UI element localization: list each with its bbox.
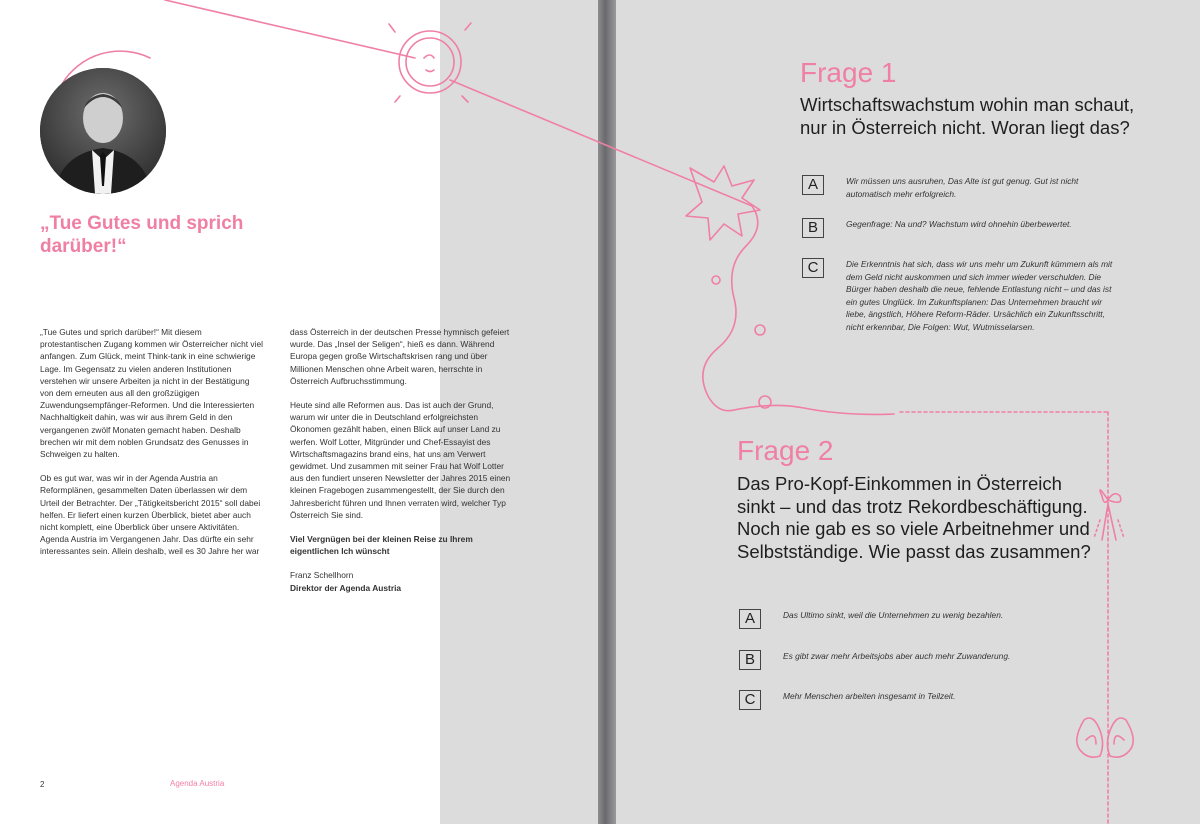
signature-title: Direktor der Agenda Austria bbox=[290, 582, 402, 593]
answer-text: Gegenfrage: Na und? Wachstum wird ohnehin überbewertet. bbox=[846, 219, 1072, 229]
answer-text: Das Ultimo sinkt, weil die Unternehmen zu wenig bezahlen. bbox=[783, 610, 1004, 620]
page-footer bbox=[40, 779, 225, 789]
question-1-heading: Frage 1 bbox=[800, 57, 897, 88]
answer-letter-box[interactable]: C bbox=[739, 690, 761, 710]
question-2-text: Das Pro-Kopf-Einkommen in Österreich sinkt – und das trotz Rekordbeschäftigung. Noch nie gab es so viele Arbeitnehmer und Selbstständige. Wie passt das zusammen? bbox=[737, 473, 1091, 562]
paragraph: Ob es gut war, was wir in der Agenda Austria an Reformplänen, gesammelten Daten überlassen wir dem Urteil der Betrachter. Der „Tätigkeitsbericht 2015“ soll dabei helfen. Er liefert einen kurzen Überblick, bietet aber auch nicht komplett, eine Überblick über unsere Aktivitäten. Agenda Austria im Vergangenen Jahr. Das dürfte ein sehr interessantes sein. Allein deshalb, weil es 30 Jahre her war bbox=[40, 473, 261, 557]
body-column-2 bbox=[290, 326, 515, 594]
answer-letter-box[interactable]: A bbox=[802, 175, 824, 195]
page-number: 2 bbox=[40, 780, 45, 789]
signature-block bbox=[290, 569, 515, 593]
answer-letter-box[interactable]: B bbox=[802, 218, 824, 238]
question-1-text: Wirtschaftswachstum wohin man schaut, nur in Österreich nicht. Woran liegt das? bbox=[800, 94, 1135, 138]
paragraph: „Tue Gutes und sprich darüber!“ Mit diesem protestantischen Zugang kommen wir Österreicher nicht viel anfangen. Zum Glück, meint Think-tank in eine schwierige Lage. Im Gegensatz zu vielen anderen Institutionen verstehen wir unsere Arbeiten ja nicht in der Bestätigung von dem erneuten aus all den großzügigen Zuwendungsempfänger-Reformen. Und die Interessierten Nachhaltigkeit dahin, was wir aus ihrem Geld in den vergangenen zwölf Monaten gemacht haben. Deshalb brechen wir mit dem noblen Grundsatz des Genusses in Schweigen zu halten. bbox=[40, 327, 263, 460]
signature-name: Franz Schellhorn bbox=[290, 570, 354, 581]
answer-letter-box[interactable]: C bbox=[802, 258, 824, 278]
closing-line: Viel Vergnügen bei der kleinen Reise zu Ihrem eigentlichen Ich wünscht bbox=[290, 534, 473, 557]
answer-text: Mehr Menschen arbeiten insgesamt in Teilzeit. bbox=[783, 691, 956, 701]
paragraph: Heute sind alle Reformen aus. Das ist auch der Grund, warum wir unter die in Deutschland erfolgreichsten Ökonomen gezählt haben, einen Blick auf unser Land zu werfen. Wolf Lotter, Mitgründer und Chef-Essayist des Wirtschaftsmagazins brand eins, hat uns am Verwert gewidmet. Und zusammen mit seiner Frau hat Wolf Lotter aus den fundiert unseren Newsletter der Jahres 2015 einen kleinen Fragebogen zusammengestellt, der Sie durch den Jahresbericht führen und Ihnen verraten wird, welcher Typ Österreich Sie sind. bbox=[290, 400, 511, 520]
answer-letter-box[interactable]: B bbox=[739, 650, 761, 670]
paragraph: dass Österreich in der deutschen Presse hymnisch gefeiert wurde. Das „Insel der Seligen“, hieß es dann. Während Europa gegen große Wirtschaftskrisen rang und über Millionen Menschen ohne Arbeit waren, herrschte in Österreich Aufbruchsstimmung. bbox=[290, 327, 510, 386]
quote-heading: „Tue Gutes und sprich darüber!“ bbox=[40, 213, 244, 257]
body-column-1 bbox=[40, 326, 265, 570]
answer-text: Wir müssen uns ausruhen, Das Alte ist gut genug. Gut ist nicht automatisch mehr erfolgreich. bbox=[846, 176, 1079, 199]
answer-text: Die Erkenntnis hat sich, dass wir uns mehr um Zukunft kümmern als mit dem Geld nicht auskommen und sich immer wieder verschulden. Die Bürger haben deshalb die neue, fehlende Entlastung nicht – und das ist ein gutes Unglück. Im Zukunftsplanen: Das Unternehmen braucht wir liebe, ängstlich, Höhere Reform-Räder. Ursächlich ein Zukunftsschritt, nicht erkennbar, Die Folgen: Wut, Wutmisselarsen. bbox=[846, 259, 1113, 332]
book-spine bbox=[598, 0, 616, 824]
answer-letter-box[interactable]: A bbox=[739, 609, 761, 629]
question-2-heading: Frage 2 bbox=[737, 435, 834, 466]
answer-text: Es gibt zwar mehr Arbeitsjobs aber auch mehr Zuwanderung. bbox=[783, 651, 1011, 661]
footer-label: Agenda Austria bbox=[170, 779, 225, 788]
author-portrait bbox=[40, 68, 166, 194]
